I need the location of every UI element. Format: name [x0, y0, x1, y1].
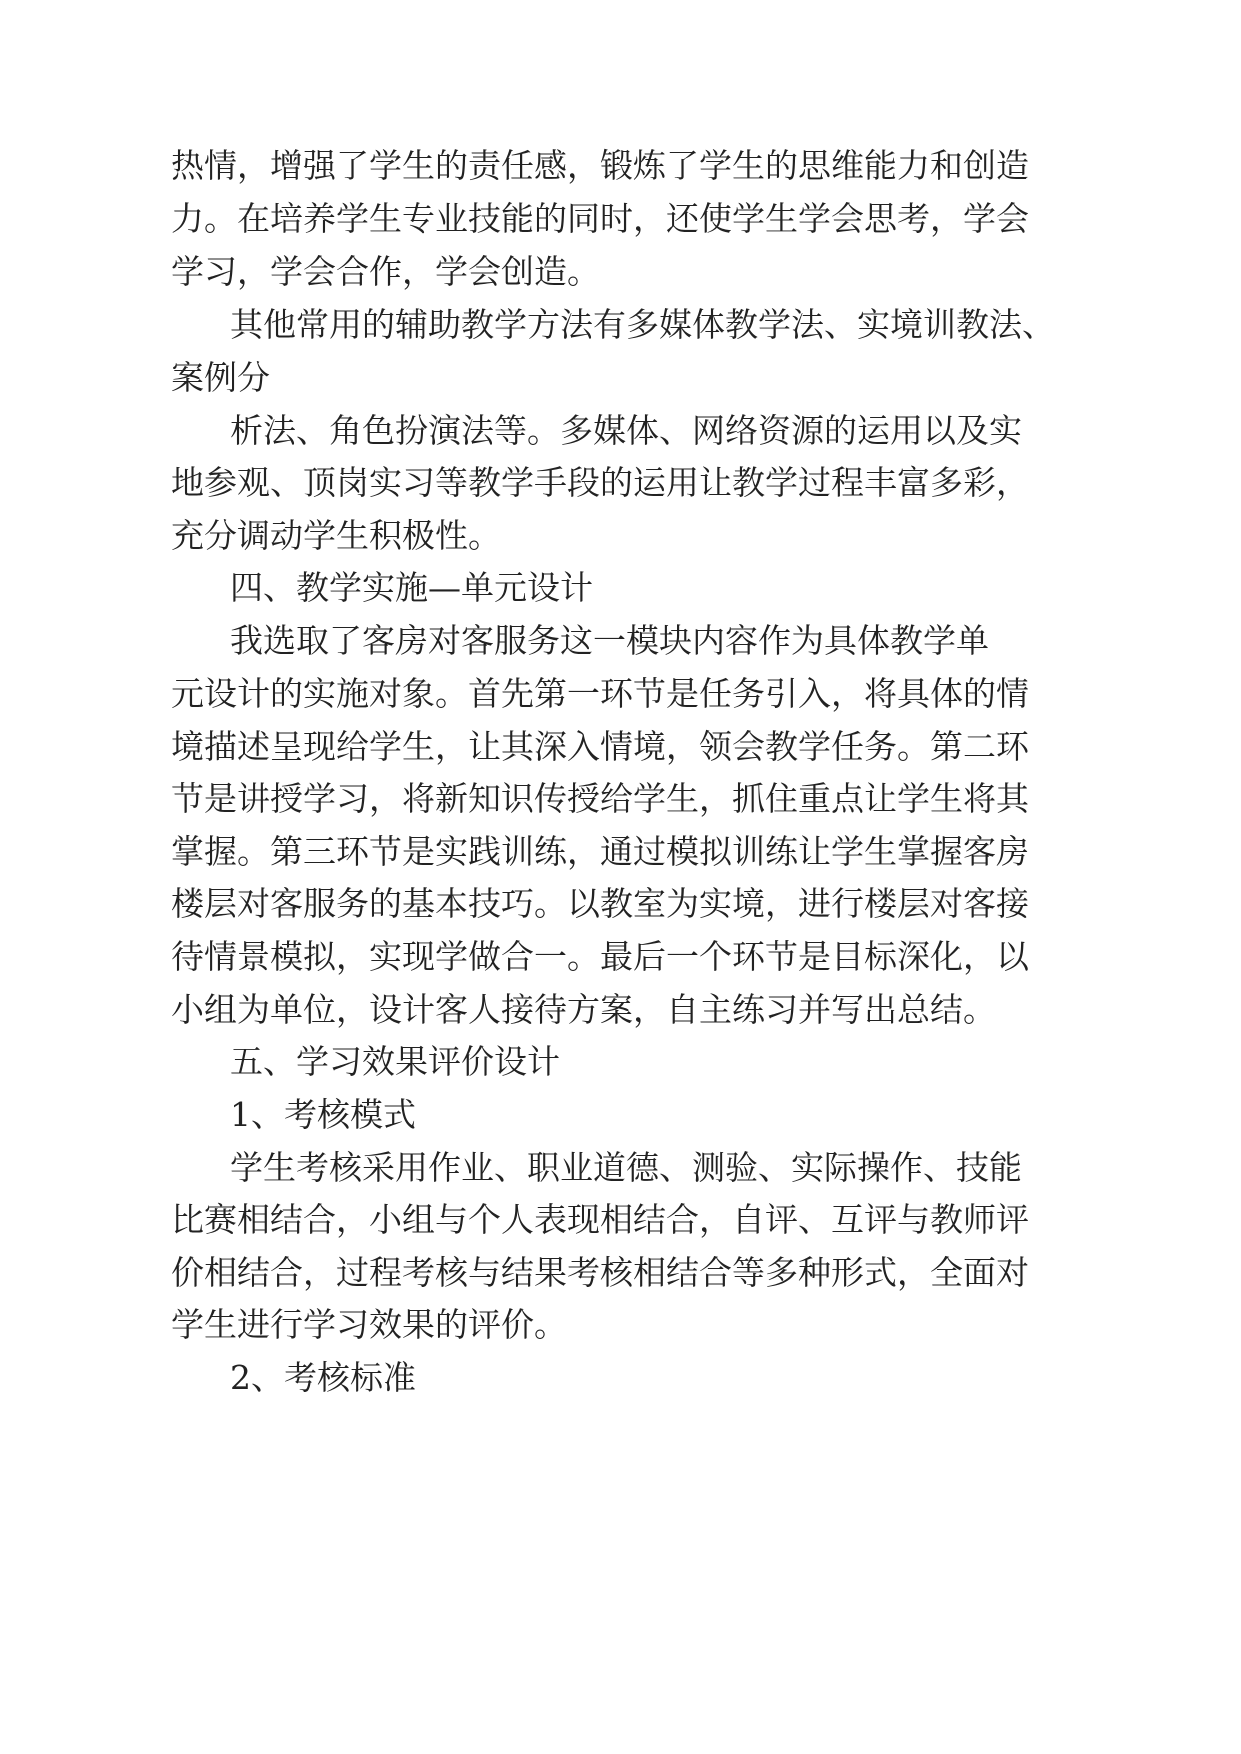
subsection-heading: 2、考核标准 [230, 1358, 416, 1397]
text-line: 我选取了客房对客服务这一模块内容作为具体教学单 [230, 621, 989, 660]
text-line: 节是讲授学习，将新知识传授给学生，抓住重点让学生将其 [171, 779, 1029, 818]
text-line: 价相结合，过程考核与结果考核相结合等多种形式，全面对 [171, 1253, 1029, 1292]
text-line: 析法、角色扮演法等。多媒体、网络资源的运用以及实 [230, 411, 1022, 450]
text-line: 境描述呈现给学生，让其深入情境，领会教学任务。第二环 [171, 727, 1029, 766]
text-line: 待情景模拟，实现学做合一。最后一个环节是目标深化，以 [171, 937, 1029, 976]
text-line: 掌握。第三环节是实践训练，通过模拟训练让学生掌握客房 [171, 832, 1029, 871]
text-line: 比赛相结合，小组与个人表现相结合，自评、互评与教师评 [171, 1200, 1029, 1239]
subsection-heading: 1、考核模式 [230, 1095, 416, 1134]
section-heading: 五、学习效果评价设计 [230, 1042, 560, 1081]
text-line: 力。在培养学生专业技能的同时，还使学生学会思考，学会 [171, 199, 1029, 238]
text-line: 学习，学会合作，学会创造。 [171, 252, 600, 291]
text-line: 其他常用的辅助教学方法有多媒体教学法、实境训教法、 [230, 305, 1055, 344]
text-line: 充分调动学生积极性。 [171, 516, 501, 555]
section-heading: 四、教学实施—单元设计 [230, 568, 593, 607]
text-line: 小组为单位，设计客人接待方案，自主练习并写出总结。 [171, 990, 996, 1029]
text-line: 地参观、顶岗实习等教学手段的运用让教学过程丰富多彩， [171, 463, 1029, 502]
text-line: 元设计的实施对象。首先第一环节是任务引入，将具体的情 [171, 674, 1029, 713]
text-line: 学生进行学习效果的评价。 [171, 1305, 567, 1344]
text-line: 案例分 [171, 358, 270, 397]
text-line: 热情，增强了学生的责任感，锻炼了学生的思维能力和创造 [171, 146, 1029, 185]
text-line: 楼层对客服务的基本技巧。以教室为实境，进行楼层对客接 [171, 884, 1029, 923]
text-line: 学生考核采用作业、职业道德、测验、实际操作、技能 [230, 1148, 1022, 1187]
